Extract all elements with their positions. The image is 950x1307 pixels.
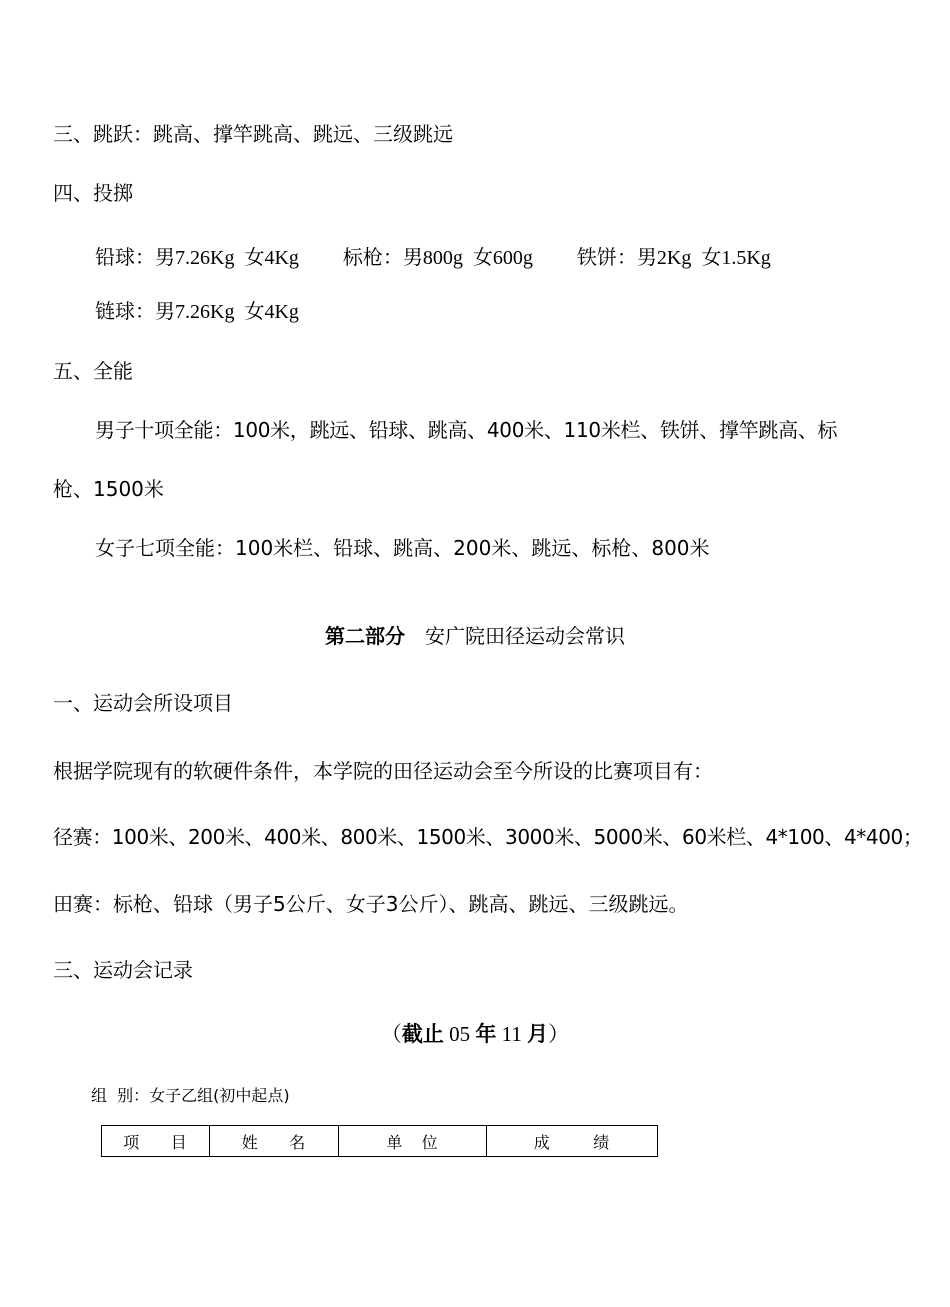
discus-label: 铁饼： bbox=[576, 245, 637, 269]
cutoff-close-paren: ） bbox=[548, 1022, 570, 1046]
cutoff-year-unit: 年 bbox=[475, 1022, 497, 1046]
cutoff-label: 截止 bbox=[401, 1022, 444, 1046]
cutoff-year: 05 bbox=[443, 1022, 476, 1046]
section-jump: 三、跳跃：跳高、撑竿跳高、跳远、三级跳远 bbox=[53, 122, 453, 146]
table-header-row bbox=[102, 1126, 658, 1157]
hammer-value: 男7.26Kg 女4Kg bbox=[155, 301, 299, 323]
header-event: 项 目 bbox=[102, 1126, 210, 1157]
header-name: 姓 名 bbox=[210, 1126, 339, 1157]
header-unit: 单 位 bbox=[339, 1126, 487, 1157]
part-title: 安广院田径运动会常识 bbox=[425, 624, 625, 648]
group-label: 组 别：女子乙组(初中起点) bbox=[91, 1086, 290, 1105]
part-two-title bbox=[0, 623, 950, 649]
section-combined-heading: 五、全能 bbox=[53, 359, 133, 383]
discus-value: 男2Kg 女1.5Kg bbox=[636, 247, 771, 269]
part-label: 第二部分 bbox=[325, 624, 405, 648]
records-table bbox=[101, 1125, 658, 1157]
heptathlon-line: 女子七项全能：100米栏、铅球、跳高、200米、跳远、标枪、800米 bbox=[95, 536, 710, 560]
item-events-heading: 一、运动会所设项目 bbox=[53, 691, 233, 715]
cutoff-open-paren: （ bbox=[380, 1022, 402, 1046]
section-throw-heading: 四、投掷 bbox=[53, 181, 133, 205]
javelin-label: 标枪： bbox=[342, 245, 403, 269]
header-result: 成 绩 bbox=[487, 1126, 658, 1157]
shot-put-label: 铅球： bbox=[95, 245, 155, 269]
decathlon-line-1: 男子十项全能：100米，跳远、铅球、跳高、400米、110米栏、铁饼、撑竿跳高、标 bbox=[95, 418, 838, 442]
shot-put-value: 男7.26Kg 女4Kg bbox=[155, 247, 299, 269]
javelin-value: 男800g 女600g bbox=[402, 247, 533, 269]
track-events-line: 径赛：100米、200米、400米、800米、1500米、3000米、5000米、60米栏、4*100、4*400； bbox=[53, 825, 923, 849]
field-events-line: 田赛：标枪、铅球（男子5公斤、女子3公斤）、跳高、跳远、三级跳远。 bbox=[53, 892, 689, 916]
decathlon-line-2: 枪、1500米 bbox=[53, 477, 164, 501]
throw-events-line bbox=[95, 244, 771, 271]
cutoff-month-unit: 月 bbox=[527, 1022, 549, 1046]
cutoff-month: 11 bbox=[496, 1022, 528, 1046]
hammer-label: 链球： bbox=[95, 299, 155, 323]
intro-paragraph: 根据学院现有的软硬件条件，本学院的田径运动会至今所设的比赛项目有： bbox=[53, 759, 713, 783]
item-records-heading: 三、运动会记录 bbox=[53, 958, 193, 982]
cutoff-date bbox=[0, 1020, 950, 1048]
hammer-line bbox=[95, 298, 299, 325]
